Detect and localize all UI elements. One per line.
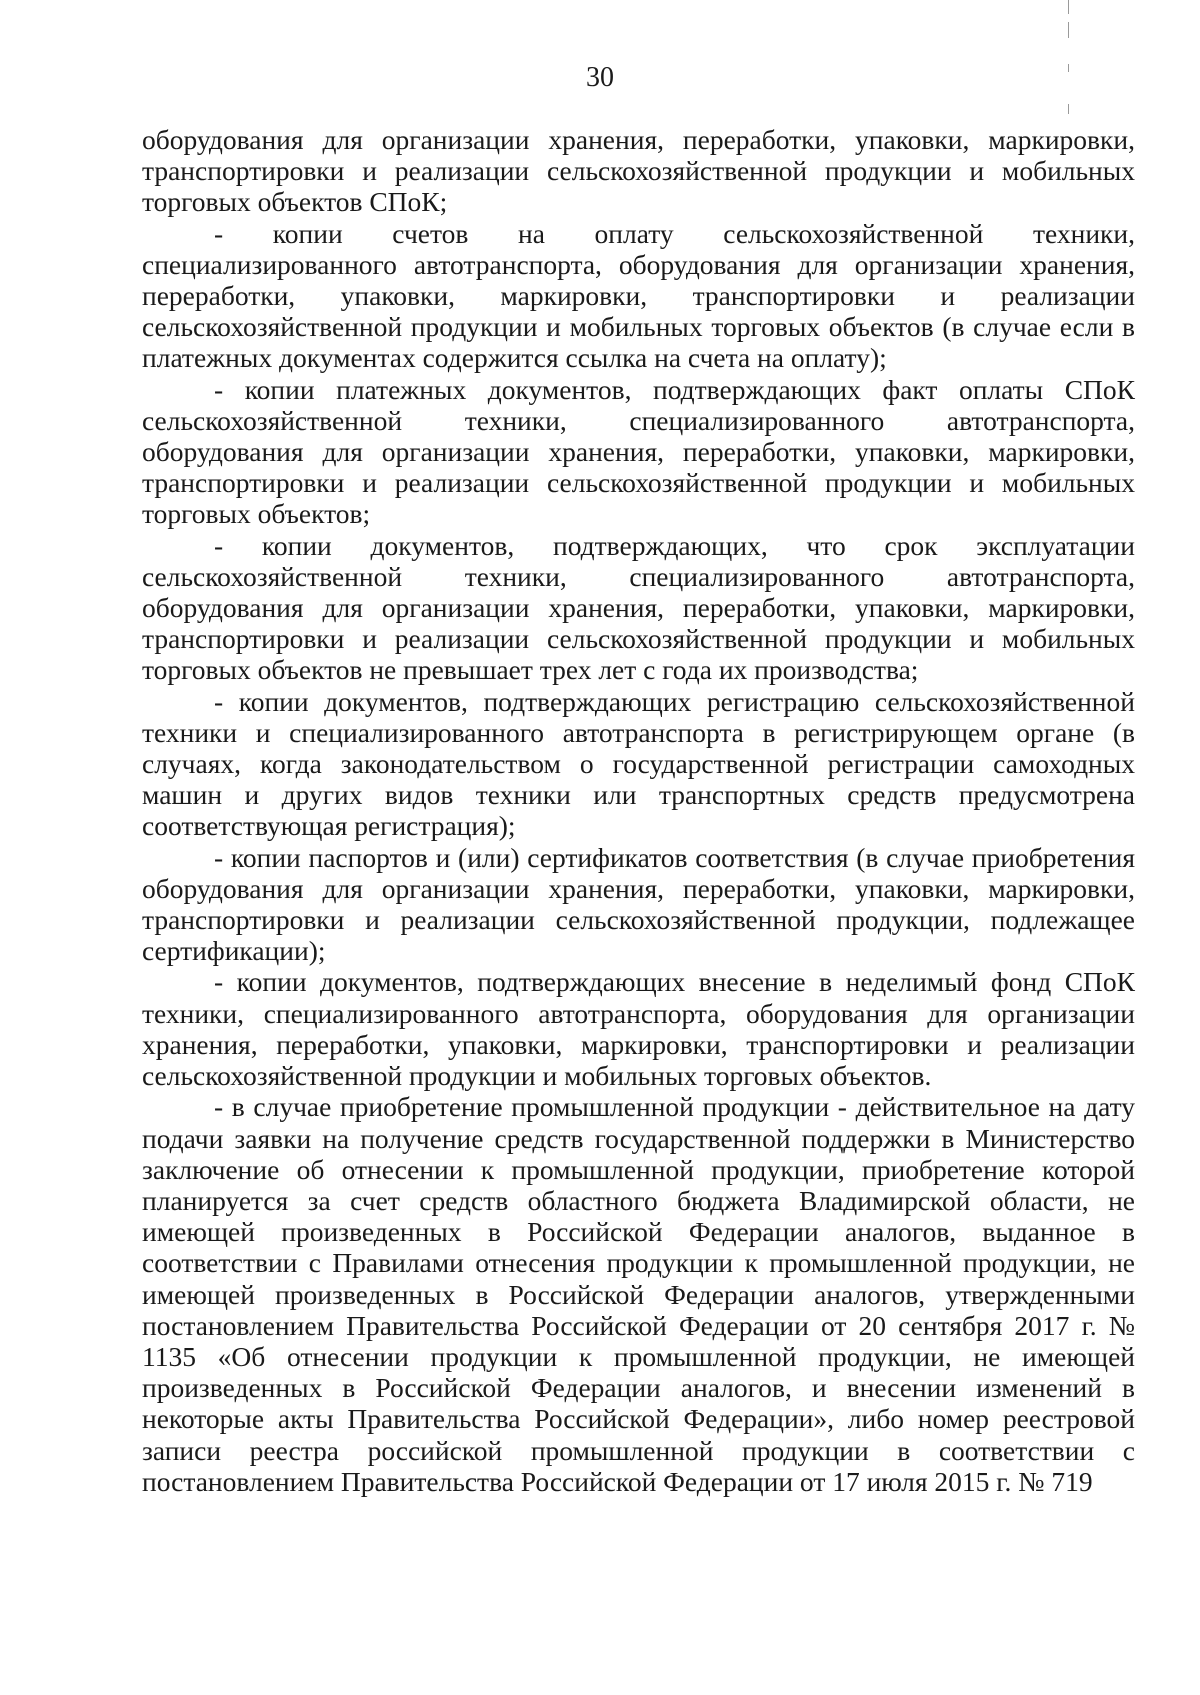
page-number: 30: [586, 62, 614, 93]
list-item-registration: - копии документов, подтверждающих регистрацию сельскохозяйственной техники и специализированного автотранспорта в регистрирующем органе (в случаях, когда законодательством о государственной регистрации самоходных машин и других видов техники или транспортных средств предусмотрена соответствующая регистрация);: [142, 685, 1135, 842]
list-item-invoices: - копии счетов на оплату сельскохозяйственной техники, специализированного автотранспорта, оборудования для организации хранения, переработки, упаковки, маркировки, транспортировки и реализации сельскохозяйственной продукции и мобильных торговых объектов (в случае если в платежных документах содержится ссылка на счета на оплату);: [142, 217, 1135, 374]
list-item-operation-term: - копии документов, подтверждающих, что срок эксплуатации сельскохозяйственной техники, специализированного автотранспорта, оборудования для организации хранения, переработки, упаковки, маркировки, транспортировки и реализации сельскохозяйственной продукции и мобильных торговых объектов не превышает трех лет с года их производства;: [142, 529, 1135, 686]
list-item-industrial-products: - в случае приобретение промышленной продукции - действительное на дату подачи заявки на получение средств государственной поддержки в Министерство заключение об отнесении к промышленной продукции, приобретение которой планируется за счет средств областного бюджета Владимирской области, не имеющей произведенных в Российской Федерации аналогов, выданное в соответствии с Правилами отнесения продукции к промышленной продукции, не имеющей произведенных в Российской Федерации аналогов, утвержденными постановлением Правительства Российской Федерации от 20 сентября 2017 г. № 1135 «Об отнесении продукции к промышленной продукции, не имеющей произведенных в Российской Федерации аналогов, и внесении изменений в некоторые акты Правительства Российской Федерации», либо номер реестровой записи реестра российской промышленной продукции в соответствии с постановлением Правительства Российской Федерации от 17 июля 2015 г. № 719: [142, 1091, 1135, 1497]
list-item-certificates: - копии паспортов и (или) сертификатов соответствия (в случае приобретения оборудования для организации хранения, переработки, упаковки, маркировки, транспортировки и реализации сельскохозяйственной продукции, подлежащее сертификации);: [142, 841, 1135, 967]
scan-edge-mark: [1068, 22, 1069, 38]
list-item-indivisible-fund: - копии документов, подтверждающих внесение в неделимый фонд СПоК техники, специализированного автотранспорта, оборудования для организации хранения, переработки, упаковки, маркировки, транспортировки и реализации сельскохозяйственной продукции и мобильных торговых объектов.: [142, 966, 1135, 1092]
document-body: [142, 124, 1135, 1497]
list-item-payment-documents: - копии платежных документов, подтверждающих факт оплаты СПоК сельскохозяйственной техники, специализированного автотранспорта, оборудования для организации хранения, переработки, упаковки, маркировки, транспортировки и реализации сельскохозяйственной продукции и мобильных торговых объектов;: [142, 373, 1135, 530]
scan-edge-mark: [1068, 0, 1069, 14]
scan-edge-mark: [1068, 104, 1069, 114]
paragraph-continuation: оборудования для организации хранения, переработки, упаковки, маркировки, транспортировки и реализации сельскохозяйственной продукции и мобильных торговых объектов СПоК;: [142, 124, 1135, 218]
